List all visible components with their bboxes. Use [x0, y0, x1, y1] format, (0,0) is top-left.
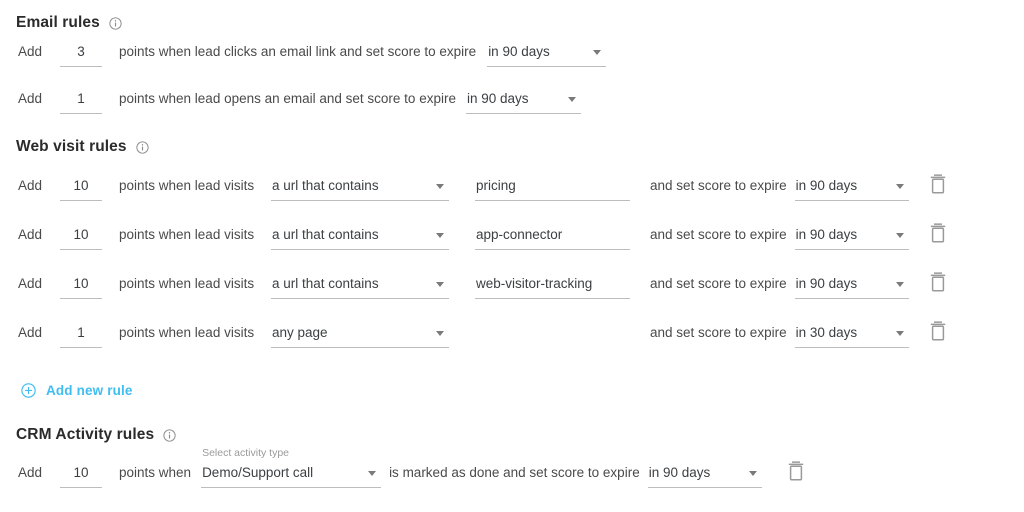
- url-input[interactable]: web-visitor-tracking: [475, 273, 630, 299]
- chevron-down-icon: [368, 471, 376, 476]
- points-input[interactable]: 10: [60, 175, 102, 201]
- add-new-rule-label: Add new rule: [46, 383, 133, 398]
- expire-label: and set score to expire: [650, 178, 787, 193]
- expiry-select[interactable]: in 90 days: [648, 462, 762, 488]
- add-label: Add: [18, 227, 43, 242]
- select-underline: [487, 66, 606, 67]
- points-input[interactable]: 1: [60, 88, 102, 114]
- chevron-down-icon: [896, 331, 904, 336]
- section-heading-crm-activity-rules: [16, 426, 176, 444]
- url-condition-select[interactable]: a url that contains: [271, 224, 449, 250]
- rule-description: points when lead visits: [119, 276, 255, 291]
- expiry-select[interactable]: in 90 days: [795, 224, 909, 250]
- rule-description: points when lead visits: [119, 178, 255, 193]
- trash-icon: [928, 271, 948, 293]
- web-visit-rule-row: [18, 224, 909, 254]
- rule-description: points when lead visits: [119, 325, 255, 340]
- chevron-down-icon: [896, 233, 904, 238]
- select-underline: [795, 249, 909, 250]
- delete-rule-button[interactable]: [928, 222, 948, 244]
- delete-rule-button[interactable]: [928, 173, 948, 195]
- chevron-down-icon: [568, 97, 576, 102]
- info-circle-icon[interactable]: [136, 141, 149, 154]
- input-underline: [60, 487, 102, 488]
- chevron-down-icon: [436, 282, 444, 287]
- expire-label: and set score to expire: [650, 227, 787, 242]
- trash-icon: [786, 460, 806, 482]
- input-underline: [60, 249, 102, 250]
- crm-suffix-label: is marked as done and set score to expire: [389, 465, 640, 480]
- select-underline: [201, 487, 381, 488]
- select-underline: [271, 200, 449, 201]
- expiry-select[interactable]: in 30 days: [795, 322, 909, 348]
- chevron-down-icon: [436, 233, 444, 238]
- input-underline: [60, 347, 102, 348]
- points-input[interactable]: 1: [60, 322, 102, 348]
- select-underline: [795, 347, 909, 348]
- rule-description: points when lead opens an email and set score to expire: [119, 91, 456, 106]
- add-label: Add: [18, 44, 43, 59]
- activity-type-floating-label: Select activity type: [202, 447, 290, 459]
- section-heading-web-visit-rules: [16, 138, 149, 156]
- email-rules-title: Email rules: [16, 14, 100, 31]
- activity-type-select[interactable]: Select activity type Demo/Support call: [201, 462, 381, 488]
- select-underline: [271, 249, 449, 250]
- select-underline: [795, 200, 909, 201]
- crm-activity-rules-title: CRM Activity rules: [16, 426, 155, 443]
- expiry-select[interactable]: in 90 days: [795, 273, 909, 299]
- chevron-down-icon: [436, 184, 444, 189]
- url-condition-select[interactable]: a url that contains: [271, 273, 449, 299]
- delete-rule-button[interactable]: [928, 320, 948, 342]
- url-condition-select[interactable]: any page: [271, 322, 449, 348]
- crm-activity-rule-row: [18, 447, 762, 492]
- url-condition-select[interactable]: a url that contains: [271, 175, 449, 201]
- chevron-down-icon: [436, 331, 444, 336]
- delete-rule-button[interactable]: [928, 271, 948, 293]
- add-label: Add: [18, 465, 43, 480]
- input-underline: [60, 200, 102, 201]
- web-visit-rule-row: [18, 175, 909, 205]
- web-visit-rules-title: Web visit rules: [16, 138, 127, 155]
- add-label: Add: [18, 325, 43, 340]
- expire-label: and set score to expire: [650, 325, 787, 340]
- points-input[interactable]: 10: [60, 224, 102, 250]
- trash-icon: [928, 222, 948, 244]
- expiry-select[interactable]: in 90 days: [487, 41, 606, 67]
- rule-description: points when lead clicks an email link and set score to expire: [119, 44, 477, 59]
- web-visit-rule-row: [18, 322, 909, 352]
- select-underline: [271, 347, 449, 348]
- expiry-select[interactable]: in 90 days: [795, 175, 909, 201]
- add-label: Add: [18, 178, 43, 193]
- chevron-down-icon: [896, 282, 904, 287]
- select-underline: [466, 113, 581, 114]
- chevron-down-icon: [749, 471, 757, 476]
- input-underline: [475, 249, 630, 250]
- web-visit-rule-row: [18, 273, 909, 303]
- info-circle-icon[interactable]: [163, 429, 176, 442]
- add-label: Add: [18, 276, 43, 291]
- chevron-down-icon: [896, 184, 904, 189]
- points-input[interactable]: 10: [60, 462, 102, 488]
- add-label: Add: [18, 91, 43, 106]
- points-input[interactable]: 3: [60, 41, 102, 67]
- input-underline: [475, 298, 630, 299]
- delete-rule-button[interactable]: [786, 460, 806, 482]
- points-input[interactable]: 10: [60, 273, 102, 299]
- expiry-select[interactable]: in 90 days: [466, 88, 581, 114]
- rule-description: points when lead visits: [119, 227, 255, 242]
- url-input[interactable]: pricing: [475, 175, 630, 201]
- input-underline: [60, 113, 102, 114]
- url-input[interactable]: app-connector: [475, 224, 630, 250]
- select-underline: [648, 487, 762, 488]
- input-underline: [60, 298, 102, 299]
- input-underline: [475, 200, 630, 201]
- chevron-down-icon: [593, 50, 601, 55]
- select-underline: [271, 298, 449, 299]
- select-underline: [795, 298, 909, 299]
- plus-circle-icon: [21, 383, 36, 398]
- add-new-rule-button[interactable]: [21, 383, 133, 398]
- section-heading-email-rules: [16, 14, 122, 32]
- email-rule-row: [18, 88, 581, 118]
- trash-icon: [928, 320, 948, 342]
- info-circle-icon[interactable]: [109, 17, 122, 30]
- email-rule-row: [18, 41, 606, 71]
- input-underline: [60, 66, 102, 67]
- expire-label: and set score to expire: [650, 276, 787, 291]
- trash-icon: [928, 173, 948, 195]
- rule-description: points when: [119, 465, 192, 480]
